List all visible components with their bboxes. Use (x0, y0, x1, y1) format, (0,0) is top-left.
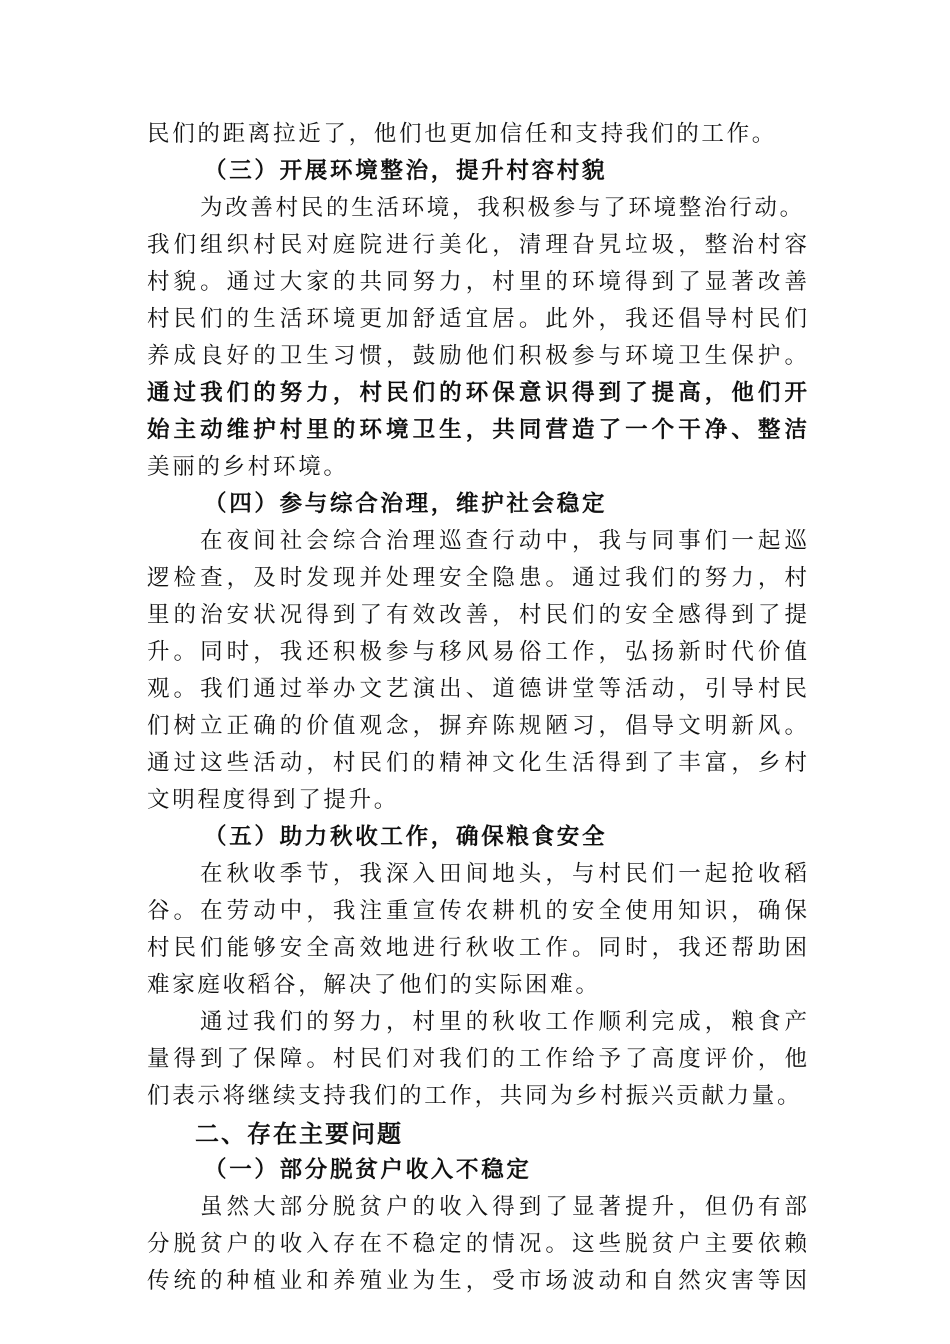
section-heading-1: （一）部分脱贫户收入不稳定 (204, 1157, 532, 1183)
chapter-heading-2: 二、存在主要问题 (195, 1119, 403, 1148)
section-heading-4: （四）参与综合治理，维护社会稳定 (204, 491, 608, 517)
paragraph-line: 量得到了保障。村民们对我们的工作给予了高度评价，他 (147, 1046, 807, 1072)
paragraph-line: 虽然大部分脱贫户的收入得到了显著提升，但仍有部 (200, 1194, 807, 1220)
paragraph-line: 升。同时，我还积极参与移风易俗工作，弘扬新时代价值 (147, 639, 807, 665)
paragraph-line: 在夜间社会综合治理巡查行动中，我与同事们一起巡 (200, 528, 807, 554)
paragraph-line: 美丽的乡村环境。 (147, 454, 349, 480)
paragraph-line: 养成良好的卫生习惯，鼓励他们积极参与环境卫生保护。 (147, 343, 807, 369)
paragraph-line: 观。我们通过举办文艺演出、道德讲堂等活动，引导村民 (147, 676, 807, 702)
paragraph-line: 难家庭收稻谷，解决了他们的实际困难。 (147, 972, 601, 998)
section-heading-3: （三）开展环境整治，提升村容村貌 (204, 158, 608, 184)
paragraph-line: 村民们能够安全高效地进行秋收工作。同时，我还帮助困 (147, 935, 807, 961)
paragraph-line: 在秋收季节，我深入田间地头，与村民们一起抢收稻 (200, 861, 807, 887)
text-line: 民们的距离拉近了，他们也更加信任和支持我们的工作。 (147, 121, 778, 147)
paragraph-line: 通过我们的努力，村里的秋收工作顺利完成，粮食产 (200, 1009, 807, 1035)
paragraph-line: 文明程度得到了提升。 (147, 787, 400, 813)
paragraph-line: 村民们的生活环境更加舒适宜居。此外，我还倡导村民们 (147, 306, 807, 332)
body-text (147, 116, 807, 1300)
paragraph-line: 里的治安状况得到了有效改善，村民们的安全感得到了提 (147, 602, 807, 628)
paragraph-line: 谷。在劳动中，我注重宣传农耕机的安全使用知识，确保 (147, 898, 807, 924)
paragraph-line: 通过我们的努力，村民们的环保意识得到了提高，他们开 (147, 380, 807, 406)
paragraph-line: 传统的种植业和养殖业为生，受市场波动和自然灾害等因 (147, 1268, 807, 1294)
paragraph-line: 分脱贫户的收入存在不稳定的情况。这些脱贫户主要依赖 (147, 1231, 807, 1257)
section-heading-5: （五）助力秋收工作，确保粮食安全 (204, 824, 608, 850)
paragraph-line: 我们组织村民对庭院进行美化，清理旮旯垃圾，整治村容 (147, 232, 807, 258)
paragraph-line: 们表示将继续支持我们的工作，共同为乡村振兴贡献力量。 (147, 1083, 803, 1109)
paragraph-line: 村貌。通过大家的共同努力，村里的环境得到了显著改善 (147, 269, 807, 295)
paragraph-line: 始主动维护村里的环境卫生，共同营造了一个干净、整洁 (147, 417, 807, 443)
paragraph-line: 为改善村民的生活环境，我积极参与了环境整治行动。 (200, 195, 805, 221)
paragraph-line: 逻检查，及时发现并处理安全隐患。通过我们的努力，村 (147, 565, 807, 591)
paragraph-line: 们树立正确的价值观念，摒弃陈规陋习，倡导文明新风。 (147, 713, 807, 739)
paragraph-line: 通过这些活动，村民们的精神文化生活得到了丰富，乡村 (147, 750, 807, 776)
